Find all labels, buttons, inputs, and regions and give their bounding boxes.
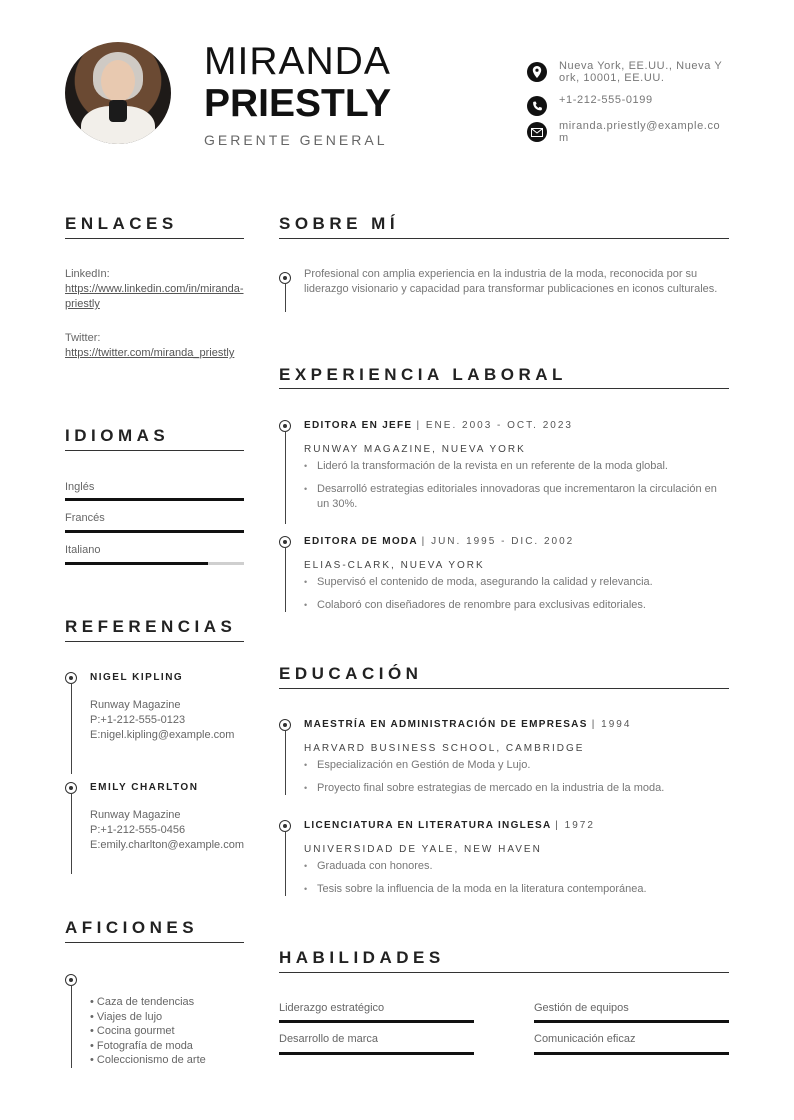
education-point: • Proyecto final sobre estrategias de mercado en la industria de la moda. — [304, 781, 724, 796]
about-marker — [279, 272, 291, 284]
education-title: EDUCACIÓN — [279, 664, 423, 683]
experience-role: EDITORA EN JEFE — [304, 420, 413, 431]
education-rule — [279, 688, 729, 689]
about-title: SOBRE MÍ — [279, 214, 400, 233]
contact-address-text: Nueva York, EE.UU., Nueva York, 10001, EE.UU. — [559, 60, 723, 84]
experience-point: • Supervisó el contenido de moda, asegurando la calidad y relevancia. — [304, 575, 724, 590]
experience-point: • Lideró la transformación de la revista en un referente de la moda global. — [304, 459, 724, 474]
experience-org: RUNWAY MAGAZINE, NUEVA YORK — [304, 444, 526, 455]
experience-date: JUN. 1995 - DIC. 2002 — [431, 536, 575, 547]
experience-title: EXPERIENCIA LABORAL — [279, 365, 567, 384]
skills-rule — [279, 972, 729, 973]
language-level-fill — [65, 562, 208, 565]
reference-name: NIGEL KIPLING — [90, 672, 184, 683]
link-twitter-label: Twitter: — [65, 332, 101, 344]
experience-timeline — [285, 432, 286, 524]
education-degree: MAESTRÍA EN ADMINISTRACIÓN DE EMPRESAS — [304, 719, 588, 730]
reference-name: EMILY CHARLTON — [90, 782, 199, 793]
reference-details — [90, 698, 245, 743]
references-title: REFERENCIAS — [65, 617, 237, 636]
hobbies-timeline — [71, 986, 72, 1068]
about-text: Profesional con amplia experiencia en la industria de la moda, reconocida por su liderazgo visionario y capacidad para transformar publicaciones en iconos culturales. — [304, 268, 718, 295]
first-name: MIRANDA — [204, 40, 391, 83]
language-level-bar — [65, 498, 244, 501]
skill-label: Gestión de equipos — [534, 1002, 629, 1014]
links-rule — [65, 238, 244, 239]
skill-level-bar — [534, 1052, 729, 1055]
location-pin-icon — [527, 62, 547, 82]
reference-company: Runway Magazine — [90, 809, 181, 821]
language-level-bar — [65, 562, 244, 565]
reference-marker — [65, 782, 77, 794]
hobbies-title: AFICIONES — [65, 918, 199, 937]
skill-level-fill — [279, 1020, 474, 1023]
experience-marker — [279, 536, 291, 548]
reference-phone: P:+1-212-555-0123 — [90, 714, 186, 726]
education-point: • Tesis sobre la influencia de la moda en la literatura contemporánea. — [304, 882, 724, 897]
reference-email: E:nigel.kipling@example.com — [90, 729, 235, 741]
language-level-bar — [65, 530, 244, 533]
profile-photo — [65, 42, 171, 144]
about-rule — [279, 238, 729, 239]
education-school: UNIVERSIDAD DE YALE, NEW HAVEN — [304, 844, 542, 855]
education-degree: LICENCIATURA EN LITERATURA INGLESA — [304, 820, 552, 831]
education-heading: LICENCIATURA EN LITERATURA INGLESA | 1972 — [304, 820, 595, 831]
experience-rule — [279, 388, 729, 389]
contact-phone-text: +1-212-555-0199 — [559, 94, 653, 106]
reference-email: E:emily.charlton@example.com — [90, 839, 245, 851]
experience-points — [304, 459, 724, 520]
link-linkedin-label: LinkedIn: — [65, 268, 110, 280]
references-rule — [65, 641, 244, 642]
education-points — [304, 758, 724, 804]
last-name: PRIESTLY — [204, 82, 392, 125]
experience-timeline — [285, 548, 286, 612]
reference-details — [90, 808, 245, 853]
link-linkedin — [65, 267, 245, 312]
education-year: 1972 — [564, 820, 595, 831]
education-timeline — [285, 731, 286, 795]
education-marker — [279, 820, 291, 832]
skill-level-bar — [279, 1020, 474, 1023]
education-school: HARVARD BUSINESS SCHOOL, CAMBRIDGE — [304, 743, 585, 754]
language-label: Inglés — [65, 481, 95, 493]
language-level-fill — [65, 498, 244, 501]
reference-marker — [65, 672, 77, 684]
skill-level-fill — [279, 1052, 474, 1055]
language-level-fill — [65, 530, 244, 533]
experience-point: • Desarrolló estrategias editoriales innovadoras que incrementaron la circulación en un 30%. — [304, 482, 724, 512]
link-twitter — [65, 331, 245, 361]
experience-marker — [279, 420, 291, 432]
language-label: Francés — [65, 512, 105, 524]
skill-level-bar — [279, 1052, 474, 1055]
skill-label: Liderazgo estratégico — [279, 1002, 385, 1014]
about-timeline — [285, 284, 286, 312]
job-title: GERENTE GENERAL — [204, 132, 388, 148]
education-point: • Especialización en Gestión de Moda y Lujo. — [304, 758, 724, 773]
phone-icon — [527, 96, 547, 116]
links-title: ENLACES — [65, 214, 178, 233]
contact-email — [527, 120, 727, 144]
skill-level-fill — [534, 1020, 729, 1023]
hobby-item: • Viajes de lujo — [90, 1010, 206, 1025]
hobby-item: • Fotografía de moda — [90, 1039, 206, 1054]
link-linkedin-url[interactable]: https://www.linkedin.com/in/miranda-priestly — [65, 283, 244, 310]
contact-phone — [527, 94, 727, 116]
education-heading: MAESTRÍA EN ADMINISTRACIÓN DE EMPRESAS | 1994 — [304, 719, 632, 730]
hobby-item: • Caza de tendencias — [90, 995, 206, 1010]
experience-points — [304, 575, 724, 621]
languages-title: IDIOMAS — [65, 426, 170, 445]
education-marker — [279, 719, 291, 731]
skills-title: HABILIDADES — [279, 948, 445, 967]
languages-rule — [65, 450, 244, 451]
resume-header — [0, 0, 794, 180]
reference-timeline — [71, 794, 72, 874]
contact-email-text: miranda.priestly@example.com — [559, 120, 721, 144]
hobby-item: • Cocina gourmet — [90, 1024, 206, 1039]
hobbies-marker — [65, 974, 77, 986]
experience-role: EDITORA DE MODA — [304, 536, 418, 547]
skill-label: Desarrollo de marca — [279, 1033, 379, 1045]
link-twitter-url[interactable]: https://twitter.com/miranda_priestly — [65, 347, 235, 359]
skill-level-fill — [534, 1052, 729, 1055]
experience-heading: EDITORA DE MODA | JUN. 1995 - DIC. 2002 — [304, 536, 575, 547]
hobby-item: • Coleccionismo de arte — [90, 1053, 206, 1068]
skill-level-bar — [534, 1020, 729, 1023]
contact-address — [527, 60, 727, 84]
language-label: Italiano — [65, 544, 101, 556]
experience-point: • Colaboró con diseñadores de renombre para exclusivas editoriales. — [304, 598, 724, 613]
reference-company: Runway Magazine — [90, 699, 181, 711]
reference-phone: P:+1-212-555-0456 — [90, 824, 186, 836]
reference-timeline — [71, 684, 72, 774]
mail-icon — [527, 122, 547, 142]
education-year: 1994 — [601, 719, 632, 730]
education-point: • Graduada con honores. — [304, 859, 724, 874]
education-timeline — [285, 832, 286, 896]
hobbies-list — [90, 995, 206, 1068]
hobbies-rule — [65, 942, 244, 943]
experience-org: ELIAS-CLARK, NUEVA YORK — [304, 560, 485, 571]
education-points — [304, 859, 724, 905]
experience-heading: EDITORA EN JEFE | ENE. 2003 - OCT. 2023 — [304, 420, 573, 431]
experience-date: ENE. 2003 - OCT. 2023 — [425, 420, 573, 431]
skill-label: Comunicación eficaz — [534, 1033, 636, 1045]
